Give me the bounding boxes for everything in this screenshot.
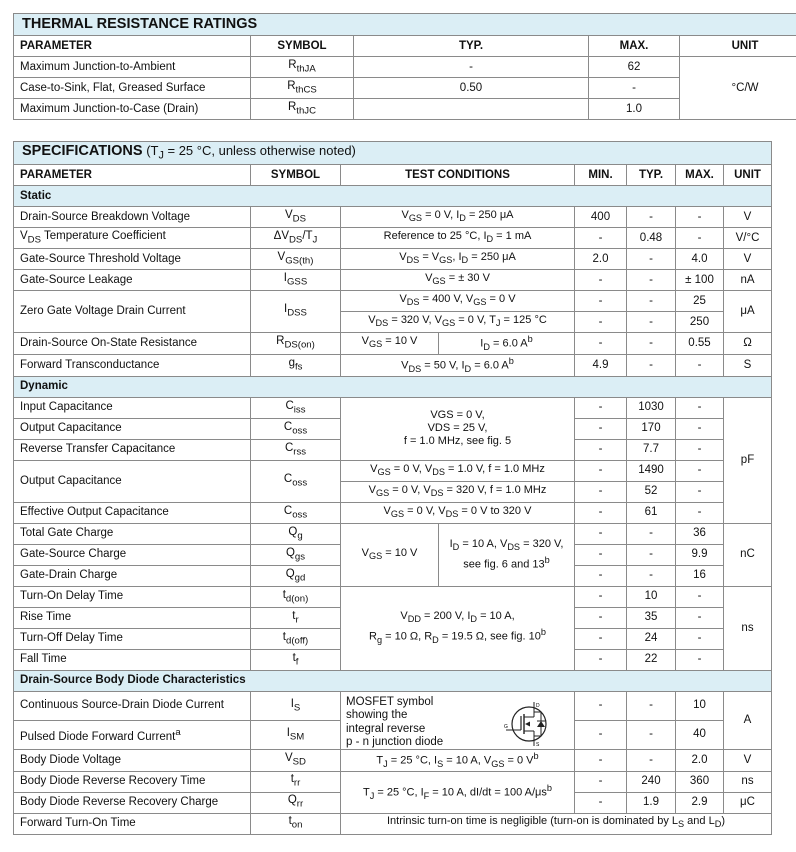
table-row: Total Gate Charge $Q_g$ $V_{GS} = 10$ V $I_D = 10$ A, $V_{DS} = 320$ V, see fig. 6 and 13$^b$ - - 36 nC [14, 523, 772, 544]
table-row: Turn-Off Delay Time $t_{d(off)}$ - 24 - [14, 628, 772, 649]
table-row: Gate-Drain Charge $Q_{gd}$ - - 16 [14, 565, 772, 586]
thermal-resistance-table [13, 13, 796, 120]
table-row: Body Diode Reverse Recovery Time $t_{rr}$ $T_J = 25$ °C, $I_F = 10$ A, dI/dt = 100 $A/\mu s^b$ - 240 360 ns [14, 771, 772, 792]
table-row: Body Diode Voltage $V_{SD}$ $T_J = 25$ °C, $I_S = 10$ A, $V_{GS} = 0$ $V^b$ - - 2.0 V [14, 749, 772, 771]
thermal-header-row [14, 36, 796, 57]
mosfet-symbol-cell: MOSFET symbol showing the integral reverse p - n junction diode D G S [341, 691, 575, 749]
col-header-max: MAX. [589, 36, 680, 57]
svg-text:S: S [536, 741, 540, 748]
specs-header-row: PARAMETER SYMBOL TEST CONDITIONS MIN. TYP. MAX. UNIT [14, 165, 772, 186]
col-header-parameter: PARAMETER [14, 36, 251, 57]
table-row: Output Capacitance $C_{oss}$ $V_{GS} = 0$ V, $V_{DS} = 1.0$ V, f = 1.0 MHz - 1490 - [14, 460, 772, 481]
table-row: Rise Time $t_r$ - 35 - [14, 607, 772, 628]
table-row: Body Diode Reverse Recovery Charge $Q_{rr}$ - 1.9 2.9 μC [14, 792, 772, 813]
table-row: Drain-Source On-State Resistance $R_{DS(on)}$ $V_{GS} = 10$ V $I_D = 6.0$ $A^b$ - - 0.55 Ω [14, 333, 772, 355]
table-row: Fall Time $t_f$ - 22 - [14, 649, 772, 670]
specs-title: SPECIFICATIONS ($T_J = 25$ °C, unless otherwise noted) [14, 142, 772, 165]
table-row: $V_{GS} = 0$ V, $V_{DS} = 320$ V, f = 1.0 MHz - 52 - [14, 481, 772, 502]
table-row: Maximum Junction-to-Case (Drain) $R_{thJC}$ 1.0 [14, 99, 796, 120]
mosfet-symbol-icon [504, 700, 554, 748]
table-row: Reverse Transfer Capacitance $C_{rss}$ - 7.7 - [14, 439, 772, 460]
section-body-diode: Drain-Source Body Diode Characteristics [14, 670, 772, 691]
table-row: $V_{DS}$ Temperature Coefficient $\Delta V_{DS}/T_J$ Reference to 25 °C, $I_D = 1$ mA - 0.48 - V/°C [14, 228, 772, 249]
table-row: Gate-Source Threshold Voltage $V_{GS(th)}$ $V_{DS} = V_{GS}$, $I_D = 250$ μA 2.0 - 4.0 V [14, 249, 772, 270]
specifications-table [13, 141, 772, 835]
thermal-title-row [14, 14, 796, 36]
table-row: Zero Gate Voltage Drain Current $I_{DSS}$ $V_{DS} = 400$ V, $V_{GS} = 0$ V - - 25 μA [14, 291, 772, 312]
table-row: Forward Turn-On Time $t_{on}$ Intrinsic turn-on time is negligible (turn-on is dominated by $L_S$ and $L_D$) [14, 813, 772, 834]
table-row: Continuous Source-Drain Diode Current $I_S$ MOSFET symbol showing the integral reverse p - n junction diode D G S - - 10 A [14, 691, 772, 720]
thermal-unit: °C/W [680, 57, 796, 120]
thermal-title: THERMAL RESISTANCE RATINGS [14, 14, 796, 36]
table-row: Output Capacitance $C_{oss}$ - 170 - [14, 418, 772, 439]
table-row: Gate-Source Leakage $I_{GSS}$ $V_{GS}$ = ± 30 V - - ± 100 nA [14, 270, 772, 291]
table-row: Maximum Junction-to-Ambient $R_{thJA}$ - 62 °C/W [14, 57, 796, 78]
col-header-typ: TYP. [354, 36, 589, 57]
svg-text:D: D [536, 702, 540, 709]
table-row: $V_{DS} = 320$ V, $V_{GS} = 0$ V, $T_J = 125$ °C - - 250 [14, 312, 772, 333]
symbol: $R_{thJA}$ [251, 57, 354, 78]
svg-text:G: G [504, 723, 508, 730]
table-row: Turn-On Delay Time $t_{d(on)}$ $V_{DD} = 200$ V, $I_D = 10$ A, $R_g = 10$ Ω, $R_D = 19.5$ Ω, see fig. 10$^b$ - 10 - ns [14, 586, 772, 607]
table-row: Effective Output Capacitance $C_{oss}$ $V_{GS} = 0$ V, $V_{DS} = 0$ V to 320 V - 61 - [14, 502, 772, 523]
table-row: Drain-Source Breakdown Voltage $V_{DS}$ $V_{GS} = 0$ V, $I_D = 250$ μA 400 - - V [14, 207, 772, 228]
table-row: Case-to-Sink, Flat, Greased Surface $R_{thCS}$ 0.50 - [14, 78, 796, 99]
col-header-symbol: SYMBOL [251, 36, 354, 57]
symbol: $R_{thJC}$ [251, 99, 354, 120]
table-row: Input Capacitance $C_{iss}$ VGS = 0 V, VDS = 25 V, f = 1.0 MHz, see fig. 5 - 1030 - pF [14, 397, 772, 418]
section-dynamic: Dynamic [14, 376, 772, 397]
symbol: $R_{thCS}$ [251, 78, 354, 99]
table-row: Gate-Source Charge $Q_{gs}$ - - 9.9 [14, 544, 772, 565]
col-header-unit: UNIT [680, 36, 796, 57]
table-row: Pulsed Diode Forward Current$^a$ $I_{SM}$ - - 40 [14, 720, 772, 749]
section-static: Static [14, 186, 772, 207]
specs-title-row [14, 142, 772, 165]
table-row: Forward Transconductance $g_{fs}$ $V_{DS} = 50$ V, $I_D = 6.0$ $A^b$ 4.9 - - S [14, 354, 772, 376]
